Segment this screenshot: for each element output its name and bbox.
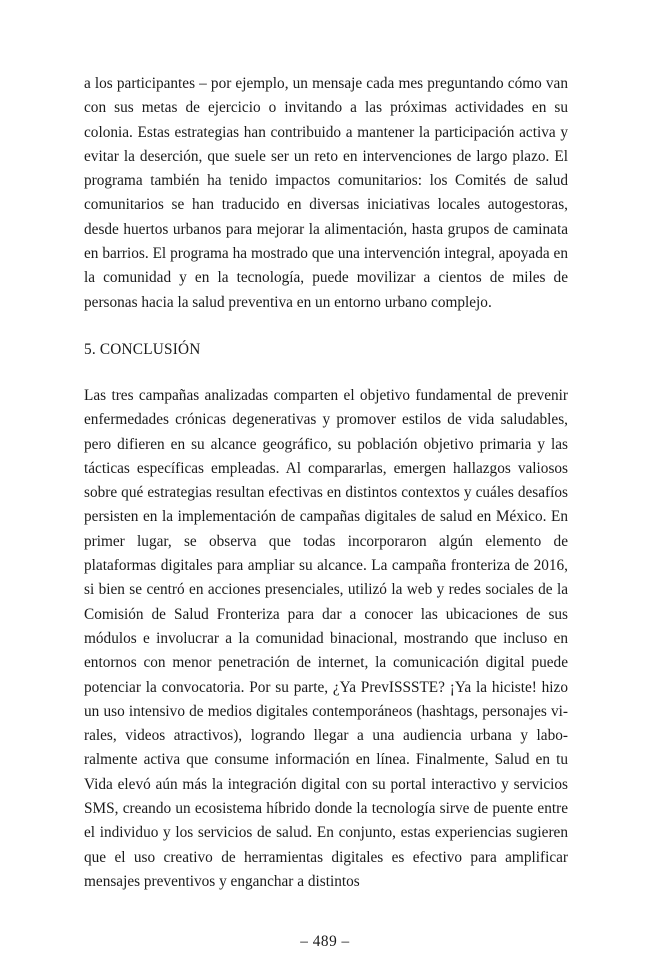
page-body: [84, 72, 568, 894]
paragraph-conclusion: Las tres campañas analizadas comparten el objetivo fundamental de prevenir enfermedades crónicas degenerativas y promover estilos de vida saludables, pero difieren en su alcance geográfico, su población objetivo primaria y las tácticas específicas empleadas. Al compararlas, emergen hallazgos valiosos sobre qué estrategias resultan efectivas en distintos contextos y cuáles desafíos persisten en la implementación de campañas digitales de salud en México. En primer lugar, se observa que todas incorporaron algún elemento de plataformas digitales para ampliar su alcance. La campaña fronteriza de 2016, si bien se centró en acciones presenciales, utilizó la web y redes sociales de la Comisión de Salud Fronteriza para dar a conocer las ubicaciones de sus módulos e involucrar a la comunidad binacional, mostrando que incluso en entornos con menor penetración de internet, la comunicación digital puede potenciar la convocatoria. Por su parte, ¿Ya PrevISSSTE? ¡Ya la hiciste! hizo un uso intensivo de medios digitales contemporáneos (hashtags, personajes virales, videos atractivos), logrando llegar a una audiencia urbana y laboralmente activa que consume información en línea. Finalmente, Salud en tu Vida elevó aún más la integración digital con su portal interactivo y servicios SMS, creando un ecosistema híbrido donde la tecnología sirve de puente entre el individuo y los servicios de salud. En conjunto, estas experiencias sugieren que el uso creativo de herramientas digitales es efectivo para amplificar mensajes preventivos y enganchar a distintos: [84, 386, 568, 890]
section-heading: 5. CONCLUSIÓN: [84, 340, 201, 358]
page-number: – 489 –: [300, 933, 350, 950]
paragraph-continuation: a los participantes – por ejemplo, un mensaje cada mes preguntando cómo van con sus metas de ejercicio o invitando a las próximas actividades en su colonia. Estas estrategias han contribuido a mantener la participación activa y evitar la deserción, que suele ser un reto en intervenciones de largo plazo. El programa también ha tenido impactos comunitarios: los Comités de salud comunitarios se han traducido en diversas iniciativas locales autogestoras, desde huertos urbanos para mejorar la alimentación, hasta grupos de caminata en barrios. El programa ha mostrado que una intervención integral, apoyada en la comunidad y en la tecnología, puede movilizar a cientos de miles de personas hacia la salud preventiva en un entorno urbano complejo.: [84, 75, 568, 311]
